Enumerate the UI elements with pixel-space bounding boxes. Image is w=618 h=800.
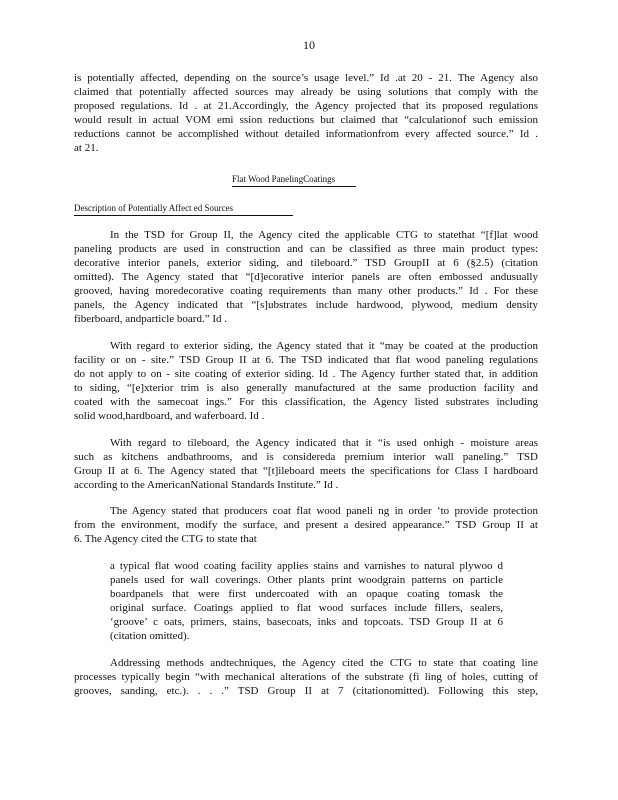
text-line: claimed that potentially affected sources may already be using solutions that comply with the bbox=[74, 86, 538, 98]
text-line: do not apply to on - site coating of exterior siding. Id . The Agency further stated that, in addition bbox=[74, 368, 538, 380]
text-line: according to the AmericanNational Standards Institute.” Id . bbox=[74, 479, 339, 491]
text-line: would result in actual VOM emi ssion reductions but claimed that “calculationof such emission bbox=[74, 114, 538, 126]
text-line: Group II at 6. The Agency stated that “[t]ileboard meets the specifications for Class I hardboard bbox=[74, 465, 538, 477]
text-line: from the environment, modify the surface, and present a desired appearance.” TSD Group II at bbox=[74, 519, 538, 531]
quote-line: ‘groove’ c oats, primers, stains, basecoats, inks and topcoats. TSD Group II at 6 bbox=[110, 616, 503, 628]
text-line: solid wood,hardboard, and waferboard. Id . bbox=[74, 410, 265, 422]
text-line: processes typically begin “with mechanical alterations of the substrate (fi ling of holes, cutting of bbox=[74, 671, 538, 683]
text-line: paneling products are used in construction and can be classified as three main product types: bbox=[74, 243, 538, 255]
text-line: fiberboard, andparticle board.” Id . bbox=[74, 313, 228, 325]
quote-line: original surface. Coatings applied to flat wood surfaces include fillers, sealers, bbox=[110, 602, 503, 614]
text-line: facility or on - site.” TSD Group II at 6. The TSD indicated that flat wood paneling regulations bbox=[74, 354, 538, 366]
text-line: to siding, “[e]xterior trim is also generally manufactured at the same production facility and bbox=[74, 382, 538, 394]
text-line: With regard to tileboard, the Agency indicated that it “is used onhigh - moisture areas bbox=[110, 437, 538, 449]
text-line: reductions cannot be accomplished without detailed informationfrom every affected source.” Id . bbox=[74, 128, 538, 140]
text-line: In the TSD for Group II, the Agency cited the applicable CTG to statethat “[f]lat wood bbox=[110, 229, 538, 241]
text-line: proposed regulations. Id . at 21.Accordingly, the Agency projected that its proposed regulations bbox=[74, 100, 538, 112]
text-line: The Agency stated that producers coat flat wood paneli ng in order ‘to provide protection bbox=[110, 505, 538, 517]
text-line: coated with the samecoat ings.” For this classification, the Agency listed substrates including bbox=[74, 396, 538, 408]
text-line: grooved, having moredecorative coating requirements than many other products.” Id . For these bbox=[74, 285, 538, 297]
subsection-heading: Description of Potentially Affect ed Sources bbox=[74, 203, 293, 216]
text-line: panels, the Agency indicated that “[s]ubstrates include hardwood, plywood, medium density bbox=[74, 299, 538, 311]
section-heading: Flat Wood PanelingCoatings bbox=[232, 174, 356, 187]
text-line: such as kitchens andbathrooms, and is considereda premium interior wall paneling.” TSD bbox=[74, 451, 538, 463]
quote-line: (citation omitted). bbox=[110, 630, 190, 642]
text-line: 6. The Agency cited the CTG to state that bbox=[74, 533, 257, 545]
text-line: decorative interior panels, exterior siding, and tileboard.” TSD GroupII at 6 (§2.5) (citation bbox=[74, 257, 538, 269]
page-number: 10 bbox=[303, 38, 315, 52]
text-line: Addressing methods andtechniques, the Agency cited the CTG to state that coating line bbox=[110, 657, 538, 669]
text-line: omitted). The Agency stated that “[d]ecorative interior panels are often embossed andusually bbox=[74, 271, 538, 283]
quote-line: panels used for wall coverings. Other plants print woodgrain patterns on particle bbox=[110, 574, 503, 586]
text-line: at 21. bbox=[74, 142, 99, 154]
text-line: grooves, sanding, etc.). . . .” TSD Group II at 7 (citationomitted). Following this step, bbox=[74, 685, 538, 697]
text-line: is potentially affected, depending on the source’s usage level.” Id .at 20 - 21. The Agency also bbox=[74, 72, 538, 84]
text-line: With regard to exterior siding, the Agency stated that it “may be coated at the production bbox=[110, 340, 538, 352]
quote-line: a typical flat wood coating facility applies stains and varnishes to natural plywoo d bbox=[110, 560, 503, 572]
quote-line: boardpanels that were first undercoated with an opaque coating tomask the bbox=[110, 588, 503, 600]
